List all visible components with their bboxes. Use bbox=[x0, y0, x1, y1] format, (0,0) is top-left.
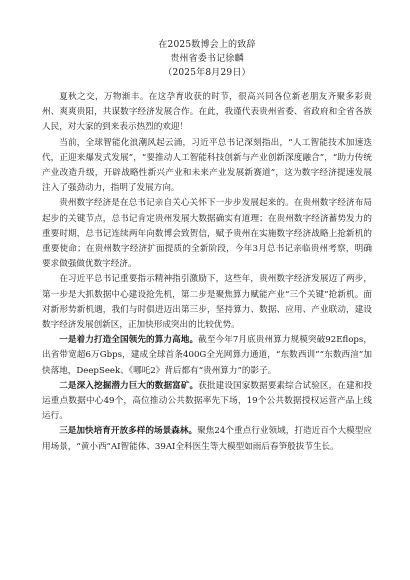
speaker-line: 贵州省委书记徐麟 bbox=[170, 54, 244, 64]
paragraph-lead: 二是深入挖掘潜力巨大的数据富矿。 bbox=[59, 380, 199, 391]
paragraph-text: 贵州数字经济是在总书记亲自关心关怀下一步步发展起来的。在贵州数字经济布局起步的关键节点，总书记肯定贵州发展大数据确实有道理；在贵州数字经济蓄势发力的重要时期，总书记连续两年向数博会致贺信，赋予贵州在实施数字经济战略上抢新机的重要使命；在贵州数字经济扩面提质的全新阶段，今年3月总书记亲临贵州考察，明确要求做强做优数字经济。 bbox=[42, 198, 372, 270]
paragraph-text: 夏秋之交，万物渐丰。在这孕育收获的时节，很高兴同各位新老朋友齐聚多彩贵州、爽爽贵阳，共谋数字经济发展合作。在此，我谨代表贵州省委、省政府和全省各族人民，对大家的到来表示热烈的欢迎！ bbox=[42, 92, 372, 133]
paragraph-lead: 一是着力打造全国领先的算力高地。 bbox=[59, 335, 199, 346]
paragraph-text: 在习近平总书记重要指示精神指引激励下，这些年，贵州数字经济发展迈了两步，第一步是大抓数据中心建设抢先机，第二步是聚焦算力赋能产业“三个关键”抢新机。面对新形势新机遇，我们与时俱进迈出第三步，坚持算力、数据、应用、产业联动，建设数字经济发展创新区，正加快形成突出的比较优势。 bbox=[42, 274, 372, 331]
paragraph-history bbox=[42, 196, 372, 272]
paragraph-greeting bbox=[42, 90, 372, 136]
paragraph-text: 当前，全球智能化浪潮风起云涌，习近平总书记深刻指出，“人工智能技术加速迭代，正迎来爆发式发展”，“要推动人工智能科技创新与产业创新深度融合”，“助力传统产业改造升级，开辟战略性新兴产业和未来产业发展新赛道”，这为数字经济提速发展注入了强劲动力，指明了发展方向。 bbox=[42, 137, 372, 194]
paragraph-text: 获批建设国家数据要素综合试验区，在建和投运重点数据中心49个，高位推动公共数据率先下场，19个公共数据授权运营产品上线运行。 bbox=[42, 380, 372, 422]
paragraph-text: 截至今年7月底贵州算力规模突破92Eflops，出省带宽超6万Gbps，建成全球首条400G全光网算力通道，“东数西训”“东数西渲”加快落地，DeepSeek、《哪吒2》背后都有“贵州算力”的影子。 bbox=[42, 335, 372, 376]
speech-header bbox=[42, 38, 372, 80]
paragraph-text: 聚焦24个重点行业领域，打造近百个大模型应用场景，“黄小西”AI智能体、39AI全科医生等大模型如雨后春笋般拔节生长。 bbox=[42, 426, 372, 452]
paragraph-computing-power bbox=[42, 333, 372, 379]
speech-date: （2025年8月29日） bbox=[163, 68, 251, 78]
paragraph-lead: 三是加快培育开放多样的场景森林。 bbox=[59, 426, 198, 437]
speech-title: 在2025数博会上的致辞 bbox=[158, 40, 256, 50]
paragraph-three-steps bbox=[42, 272, 372, 333]
paragraph-context bbox=[42, 136, 372, 197]
paragraph-data-resources bbox=[42, 379, 372, 425]
paragraph-scenarios bbox=[42, 424, 372, 454]
